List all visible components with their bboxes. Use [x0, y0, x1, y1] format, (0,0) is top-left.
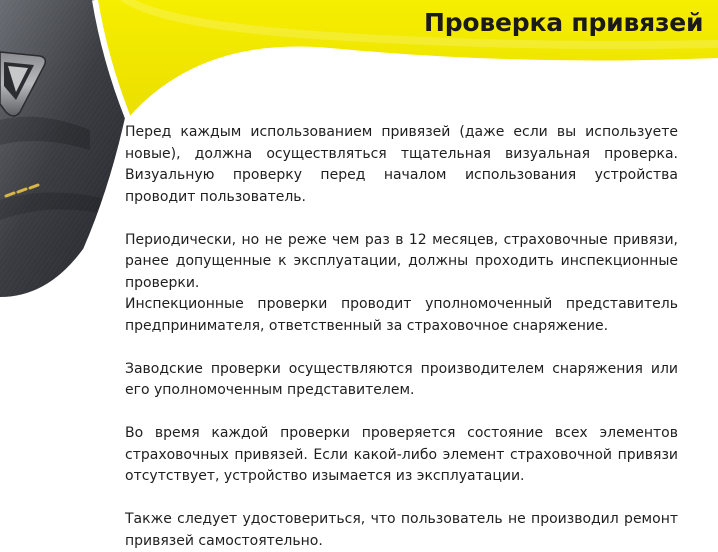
paragraph-visual-check: Перед каждым использованием привязей (даже если вы используете новые), должна осуществляться тщательная визуальная проверка. Визуальную проверку перед началом использования устройства проводит пользователь. — [125, 124, 678, 205]
paragraph-factory-check: Заводские проверки осуществляются производителем снаряжения или его уполномоченным представителем. — [125, 360, 678, 398]
paragraph-element-check: Во время каждой проверки проверяется состояние всех элементов страховочных привязей. Если какой-либо элемент страховочной привязи отсутствует, устройство изымается из эксплуатации. — [125, 425, 678, 484]
page-title: Проверка привязей — [424, 8, 704, 37]
paragraph-inspection: Инспекционные проверки проводит уполномоченный представитель предпринимателя, ответственный за страховочное снаряжение. — [125, 296, 678, 334]
paragraph-repair-check: Также следует удостовериться, что пользователь не производил ремонт привязей самостоятельно. — [125, 511, 678, 549]
paragraph-periodic-check: Периодически, но не реже чем раз в 12 месяцев, страховочные привязи, ранее допущенные к эксплуатации, должны проходить инспекционные проверки. — [125, 231, 678, 291]
body-text — [125, 122, 678, 552]
